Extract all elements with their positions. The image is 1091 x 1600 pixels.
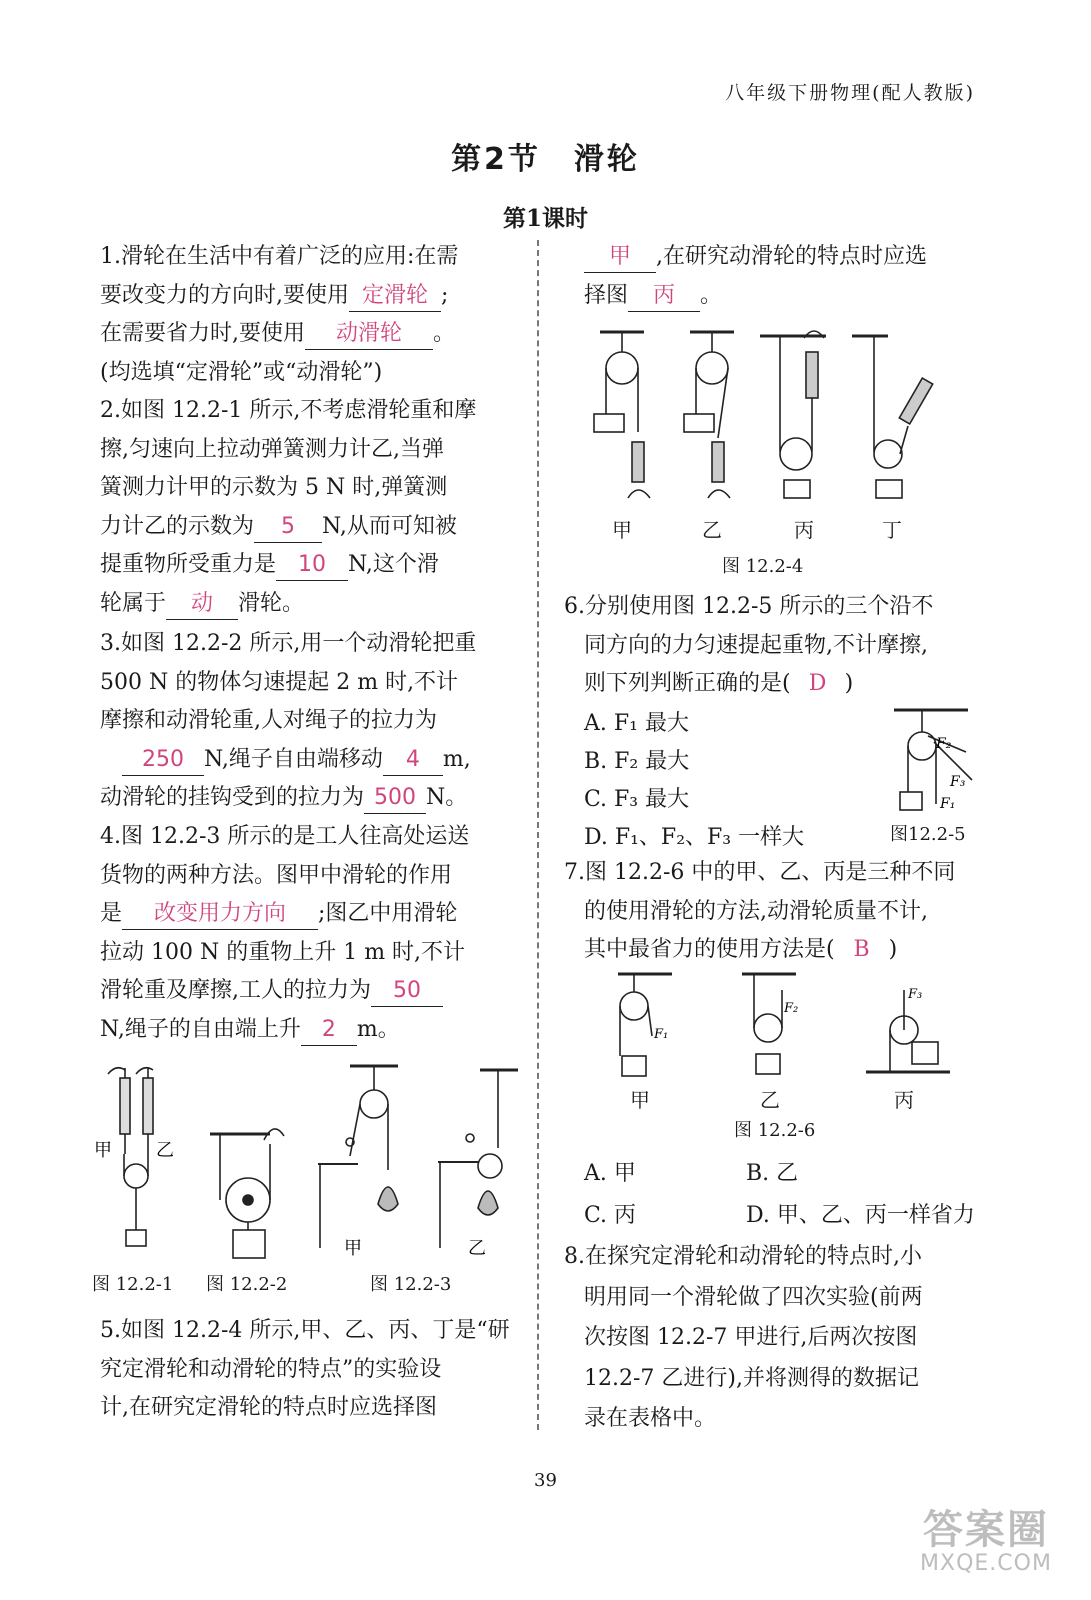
spring-scale-icon bbox=[632, 442, 644, 482]
q7-line: 其中最省力的使用方法是( B ) bbox=[564, 931, 984, 970]
question-2 bbox=[100, 392, 520, 623]
q6-option-a[interactable]: A. F₁ 最大 bbox=[584, 711, 689, 736]
weight-block-icon bbox=[684, 414, 714, 432]
q2-line: 簧测力计甲的示数为 5 N 时,弹簧测 bbox=[100, 475, 448, 500]
worker-icon bbox=[466, 1134, 474, 1142]
weight-block-icon bbox=[622, 1056, 646, 1076]
section-title: 第2节 滑轮 bbox=[451, 142, 640, 177]
fixed-pulley-icon bbox=[620, 992, 648, 1020]
load-bag-icon bbox=[478, 1191, 498, 1215]
q7-line: 7.图 12.2-6 中的甲、乙、丙是三种不同 bbox=[564, 860, 956, 885]
q7-option-c[interactable]: C. 丙 bbox=[584, 1203, 637, 1228]
q1-line: 1.滑轮在生活中有着广泛的应用:在需 bbox=[100, 244, 459, 269]
fig6-label: 甲 bbox=[630, 1088, 650, 1112]
movable-pulley-icon bbox=[478, 1154, 502, 1178]
caption-12-2-6: 图 12.2-6 bbox=[734, 1120, 816, 1141]
figure-12-2-6 bbox=[600, 968, 960, 1078]
q2-line: 力计乙的示数为 5 N,从而可知被 bbox=[100, 508, 520, 547]
q2-line: 擦,匀速向上拉动弹簧测力计乙,当弹 bbox=[100, 436, 444, 462]
fig4-label: 乙 bbox=[702, 518, 722, 542]
fig6-label: 乙 bbox=[760, 1088, 780, 1112]
q8-line: 12.2-7 乙进行),并将测得的数据记 bbox=[584, 1365, 919, 1391]
q3-answer-1[interactable]: 250 bbox=[122, 745, 204, 776]
q2-line: 轮属于 动 滑轮。 bbox=[100, 585, 520, 624]
weight-block-icon bbox=[784, 480, 810, 498]
q3-line: 500 N 的物体匀速提起 2 m 时,不计 bbox=[100, 669, 459, 695]
q5-answer-1[interactable]: 甲 bbox=[584, 242, 656, 273]
weight-block-icon bbox=[594, 414, 624, 432]
q4-answer-2[interactable]: 50 bbox=[371, 976, 443, 1007]
fig-label-yi: 乙 bbox=[156, 1140, 174, 1161]
q7-answer[interactable]: B bbox=[853, 937, 870, 962]
fig-sublabel-yi: 乙 bbox=[468, 1238, 486, 1259]
column-divider bbox=[537, 240, 539, 1430]
q7-option-a[interactable]: A. 甲 bbox=[584, 1161, 636, 1186]
fig6-label: 丙 bbox=[894, 1088, 914, 1112]
q7-line: 的使用滑轮的方法,动滑轮质量不计, bbox=[584, 898, 928, 924]
q5-line: 究定滑轮和动滑轮的特点”的实验设 bbox=[100, 1356, 442, 1382]
q4-answer-3[interactable]: 2 bbox=[301, 1015, 357, 1046]
fig-sublabel-jia: 甲 bbox=[344, 1238, 362, 1259]
fixed-pulley-icon bbox=[696, 352, 728, 384]
pulley-icon bbox=[124, 1164, 148, 1188]
q5-line: 5.如图 12.2-4 所示,甲、乙、丙、丁是“研 bbox=[100, 1318, 510, 1343]
q5-line: 计,在研究定滑轮的特点时应选择图 bbox=[100, 1395, 437, 1420]
hand-icon bbox=[628, 490, 650, 498]
q7-option-d[interactable]: D. 甲、乙、丙一样省力 bbox=[746, 1203, 975, 1228]
load-bag-icon bbox=[378, 1187, 398, 1211]
q3-line: 动滑轮的挂钩受到的拉力为 500 N。 bbox=[100, 779, 520, 818]
q4-line: N,绳子的自由端上升 2 m。 bbox=[100, 1011, 520, 1050]
question-6 bbox=[564, 588, 984, 704]
hand-icon bbox=[108, 1068, 153, 1074]
q2-line: 2.如图 12.2-1 所示,不考虑滑轮重和摩 bbox=[100, 398, 477, 423]
movable-pulley-icon bbox=[754, 1014, 782, 1042]
fixed-pulley-icon bbox=[606, 352, 638, 384]
caption-12-2-2: 图 12.2-2 bbox=[206, 1274, 288, 1295]
figure-12-2-5 bbox=[888, 700, 988, 820]
question-5 bbox=[100, 1312, 520, 1428]
q6-line: 6.分别使用图 12.2-5 所示的三个沿不 bbox=[564, 594, 934, 619]
q7-option-b[interactable]: B. 乙 bbox=[746, 1161, 799, 1186]
lesson-title: 第1课时 bbox=[502, 205, 588, 232]
fig4-label: 甲 bbox=[612, 518, 632, 542]
arrow-f1 bbox=[648, 1006, 652, 1036]
label-f3: F₃ bbox=[950, 774, 966, 790]
running-header: 八年级下册物理(配人教版) bbox=[725, 82, 975, 104]
q3-line: 3.如图 12.2-2 所示,用一个动滑轮把重 bbox=[100, 631, 477, 656]
q4-line: 拉动 100 N 的重物上升 1 m 时,不计 bbox=[100, 939, 466, 965]
question-1 bbox=[100, 238, 520, 392]
q1-answer-1[interactable]: 定滑轮 bbox=[349, 281, 441, 312]
hand-icon bbox=[708, 490, 730, 498]
q4-line: 货物的两种方法。图甲中滑轮的作用 bbox=[100, 862, 453, 888]
movable-pulley-icon bbox=[874, 440, 902, 468]
label-f1: F₁ bbox=[940, 796, 956, 812]
caption-12-2-5: 图12.2-5 bbox=[890, 824, 966, 845]
label-f2: F₂ bbox=[784, 1001, 799, 1016]
q2-answer-3[interactable]: 动 bbox=[166, 589, 238, 620]
movable-pulley-icon bbox=[780, 438, 812, 470]
weight-block-icon bbox=[756, 1054, 780, 1074]
weight-block-icon bbox=[126, 1230, 146, 1246]
spring-scale-yi-icon bbox=[143, 1068, 153, 1154]
q5-line: 甲 ,在研究动滑轮的特点时应选 bbox=[584, 238, 984, 277]
q6-option-c[interactable]: C. F₃ 最大 bbox=[584, 787, 690, 812]
caption-12-2-4: 图 12.2-4 bbox=[722, 556, 804, 577]
weight-block-icon bbox=[900, 792, 922, 810]
q3-answer-2[interactable]: 4 bbox=[383, 745, 443, 776]
q6-option-b[interactable]: B. F₂ 最大 bbox=[584, 749, 690, 774]
watermark-logo bbox=[911, 1508, 1061, 1578]
question-7 bbox=[564, 854, 984, 970]
weight-block-icon bbox=[876, 480, 902, 498]
q3-answer-3[interactable]: 500 bbox=[364, 783, 426, 814]
spring-scale-icon bbox=[899, 378, 932, 424]
q8-line: 明用同一个滑轮做了四次实验(前两 bbox=[584, 1284, 923, 1310]
fig4-label: 丙 bbox=[794, 518, 814, 542]
q5-answer-2[interactable]: 丙 bbox=[628, 281, 700, 312]
q2-line: 提重物所受重力是 10 N,这个滑 bbox=[100, 546, 520, 585]
q2-answer-1[interactable]: 5 bbox=[254, 512, 322, 543]
label-f2: F₂ bbox=[936, 736, 952, 752]
figures-12-2-1-to-3 bbox=[88, 1058, 528, 1268]
q8-line: 8.在探究定滑轮和动滑轮的特点时,小 bbox=[564, 1244, 922, 1269]
label-f1: F₁ bbox=[654, 1027, 669, 1042]
fig4-label: 丁 bbox=[882, 518, 902, 542]
weight-block-icon bbox=[233, 1230, 265, 1258]
q2-answer-2[interactable]: 10 bbox=[276, 550, 348, 581]
page-number: 39 bbox=[534, 1470, 557, 1491]
weight-block-icon bbox=[912, 1042, 938, 1064]
q3-line: 250 N,绳子自由端移动 4 m, bbox=[100, 741, 520, 780]
watermark-bottom: MXQE.COM bbox=[920, 1551, 1052, 1576]
caption-12-2-3: 图 12.2-3 bbox=[370, 1274, 452, 1295]
fixed-pulley-icon bbox=[908, 732, 936, 760]
watermark-top: 答案圈 bbox=[923, 1507, 1049, 1553]
figure-12-2-4 bbox=[582, 322, 962, 550]
spring-scale-icon bbox=[712, 442, 724, 482]
spring-scale-jia-icon bbox=[120, 1068, 130, 1154]
q4-answer-1[interactable]: 改变用力方向 bbox=[122, 899, 318, 930]
q6-line: 同方向的力匀速提起重物,不计摩擦, bbox=[584, 632, 928, 658]
q6-option-d[interactable]: D. F₁、F₂、F₃ 一样大 bbox=[584, 825, 805, 850]
question-8 bbox=[564, 1237, 984, 1440]
question-5-continued bbox=[584, 238, 984, 315]
q4-line: 滑轮重及摩擦,工人的拉力为 50 bbox=[100, 972, 520, 1011]
q6-answer[interactable]: D bbox=[808, 671, 827, 696]
caption-12-2-1: 图 12.2-1 bbox=[92, 1274, 174, 1295]
q3-line: 摩擦和动滑轮重,人对绳子的拉力为 bbox=[100, 708, 437, 733]
q5-line: 择图 丙 。 bbox=[584, 277, 984, 316]
q4-line: 4.图 12.2-3 所示的是工人往高处运送 bbox=[100, 824, 470, 849]
q1-line: 在需要省力时,要使用 动滑轮 。 bbox=[100, 315, 520, 354]
hand-icon bbox=[264, 1129, 284, 1140]
q1-line: 要改变力的方向时,要使用 定滑轮 ; bbox=[100, 277, 520, 316]
q8-line: 录在表格中。 bbox=[584, 1406, 717, 1431]
question-3 bbox=[100, 625, 520, 818]
label-f3: F₃ bbox=[908, 987, 923, 1002]
spring-scale-icon bbox=[806, 352, 818, 398]
q8-line: 次按图 12.2-7 甲进行,后两次按图 bbox=[584, 1325, 918, 1350]
q1-line: (均选填“定滑轮”或“动滑轮”) bbox=[100, 359, 383, 385]
q6-line: 则下列判断正确的是( D ) bbox=[564, 665, 984, 704]
fig-label-jia: 甲 bbox=[94, 1140, 112, 1161]
q1-answer-2[interactable]: 动滑轮 bbox=[305, 319, 433, 350]
fixed-pulley-icon bbox=[360, 1090, 388, 1118]
q4-line: 是 改变用力方向 ;图乙中用滑轮 bbox=[100, 895, 520, 934]
question-4 bbox=[100, 818, 520, 1049]
